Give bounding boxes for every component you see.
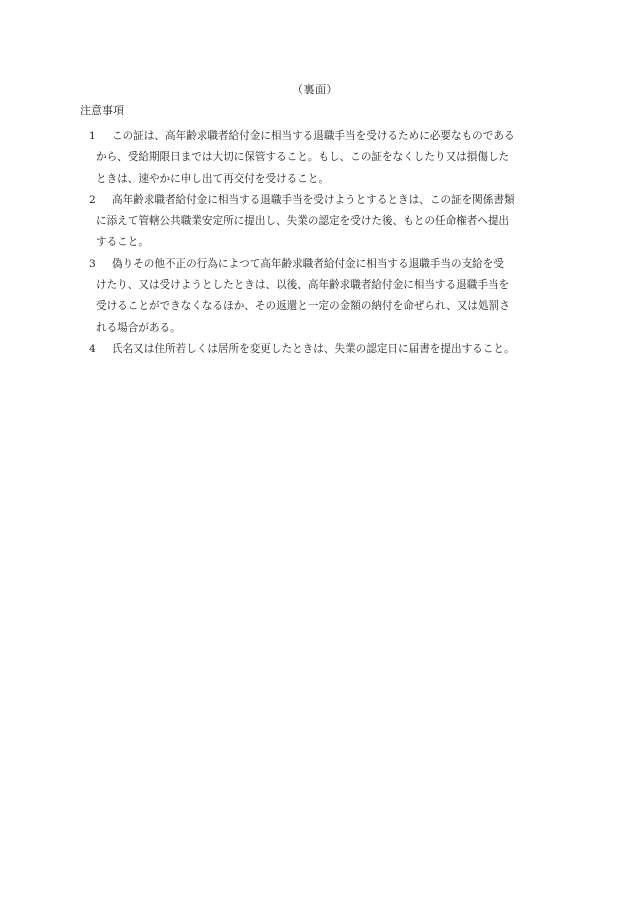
note-line: 受けることができなくなるほか、その返還と一定の金額の納付を命ぜられ、又は処罰さ (96, 300, 510, 313)
note-line: から、受給期限日までは大切に保管すること。もし、この証をなくしたり又は損傷した (96, 151, 510, 164)
note-item-2 (89, 190, 552, 254)
note-number: 4 (89, 342, 96, 355)
note-number: 1 (89, 130, 96, 142)
note-item-1 (89, 126, 552, 190)
note-number: 2 (89, 193, 96, 206)
note-item-3 (89, 254, 552, 339)
note-item-4 (89, 339, 552, 360)
note-line: 高年齢求職者給付金に相当する退職手当を受けようとするときは、この証を関係書類 (112, 193, 515, 206)
note-number: 3 (89, 257, 96, 270)
note-line: この証は、高年齢求職者給付金に相当する退職手当を受けるために必要なものである (112, 130, 515, 142)
note-line: けたり、又は受けようとしたときは、以後、高年齢求職者給付金に相当する退職手当を (96, 279, 510, 292)
notes-heading: 注意事項 (80, 104, 124, 117)
note-line: 偽りその他不正の行為によつて高年齢求職者給付金に相当する退職手当の支給を受 (112, 257, 504, 270)
note-line: に添えて管轄公共職業安定所に提出し、失業の認定を受けた後、もとの任命権者へ提出 (96, 215, 510, 228)
notes-list (0, 126, 630, 360)
note-line: 氏名又は住所若しくは居所を変更したときは、失業の認定日に届書を提出すること。 (112, 342, 515, 355)
note-line: れる場合がある。 (96, 321, 181, 334)
note-line: すること。 (96, 236, 149, 249)
side-label: （裏面） (292, 83, 338, 96)
note-line: ときは、速やかに申し出て再交付を受けること。 (96, 172, 330, 185)
